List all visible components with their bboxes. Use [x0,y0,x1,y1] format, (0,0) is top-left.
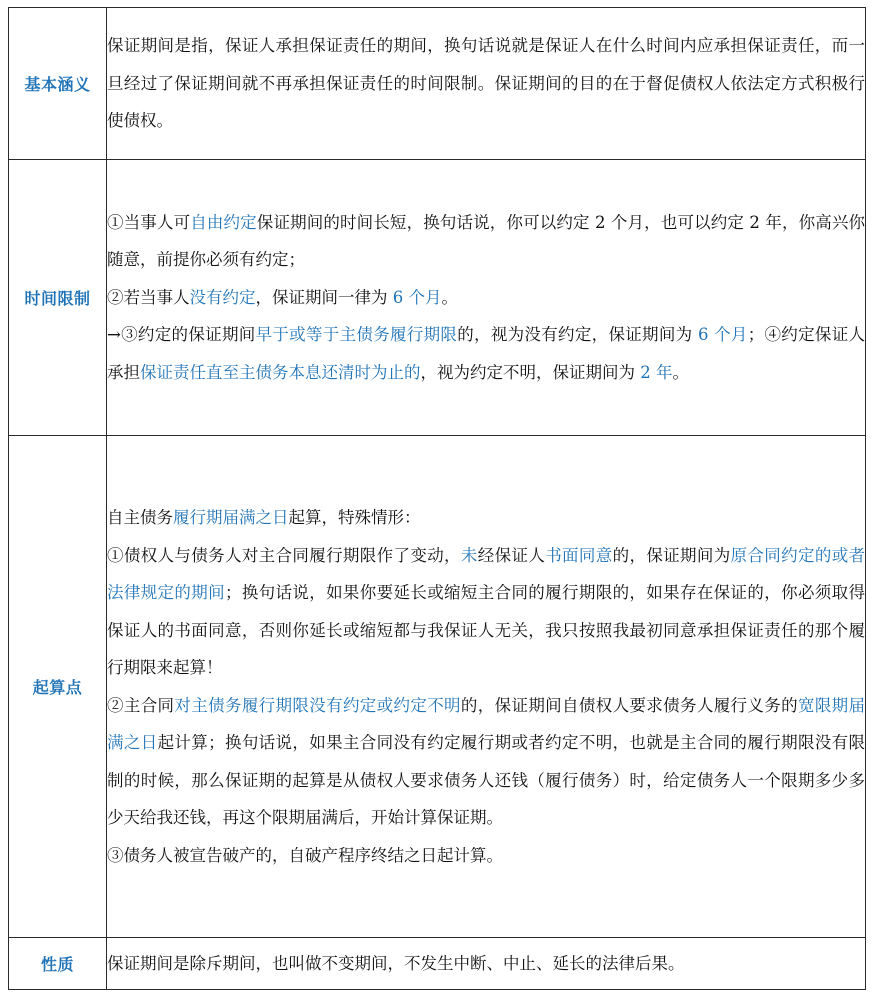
paragraph [107,316,865,391]
highlight-text: 没有约定 [189,287,256,307]
text-segment: 。 [441,287,458,307]
row-label-meaning: 基本涵义 [9,8,107,160]
row-label-time-limit: 时间限制 [9,160,107,436]
text-segment: 。 [672,362,689,382]
text-segment: ，视为约定不明，保证期间为 [420,362,641,382]
text-segment: 的，视为没有约定，保证期间为 [457,325,699,345]
text-segment: 起计算；换句话说，如果主合同没有约定履行期或者约定不明，也就是主合同的履行期限没有限制的时候，那么保证期的起算是从债权人要求债务人还钱（履行债务）时，给定债务人一个限期多少多少天给我还钱，再这个限期届满后，开始计算保证期。 [107,733,866,827]
table-row-nature [9,938,866,990]
highlight-text: 6 个月 [392,287,442,307]
paragraph [107,837,865,875]
highlight-text: 书面同意 [545,545,613,565]
highlight-text: 早于或等于主债务履行期限 [255,325,458,345]
row-label-start-point: 起算点 [9,436,107,938]
paragraph [107,537,865,687]
text-segment: ②主合同 [107,695,175,715]
table-row-start-point [9,436,866,938]
table-row-time-limit [9,160,866,436]
highlight-text: 原合同约定的或者法律规定的期间 [107,545,866,602]
guarantee-period-table [8,7,866,990]
highlight-text: 保证责任直至主债务本息还清时为止的 [140,362,421,382]
text-segment: ；换句话说，如果你要延长或缩短主合同的履行期限的，如果存在保证的，你必须取得保证人的书面同意，否则你延长或缩短都与我保证人无关，我只按照我最初同意承担保证责任的那个履行期限来起算！ [107,583,866,677]
paragraph [107,204,865,279]
text-segment: ③债务人被宣告破产的，自破产程序终结之日起计算。 [107,845,503,865]
text-segment: ，保证期间一律为 [255,287,393,307]
text-segment: 的，保证期间自债权人要求债务人履行义务的 [460,695,798,715]
paragraph [107,945,865,983]
table-row-meaning [9,8,866,160]
text-segment: ①债权人与债务人对主合同履行期限作了变动， [107,545,461,565]
row-label-nature: 性质 [9,938,107,990]
paragraph [107,687,865,837]
text-segment: 自主债务 [107,508,173,527]
text-segment: ①当事人可 [107,212,191,232]
text-segment: 的，保证期间为 [612,545,731,565]
text-segment: 经保证人 [477,545,546,565]
row-content-start-point [107,436,866,938]
highlight-text: 未 [460,545,478,565]
paragraph [107,27,865,140]
row-content-nature [107,938,866,990]
highlight-text: 2 年 [640,362,673,382]
row-content-meaning [107,8,866,160]
text-segment: →③约定的保证期间 [107,325,256,345]
text-segment: 保证期间是除斥期间，也叫做不变期间，不发生中断、中止、延长的法律后果。 [107,953,685,973]
highlight-text: 宽限期届满之日 [107,695,866,752]
row-content-time-limit [107,160,866,436]
text-segment: 保证期间的时间长短，换句话说，你可以约定 2 个月，也可以约定 2 年，你高兴你随意，前提你必须有约定； [107,212,866,270]
paragraph [107,279,865,317]
text-segment: 起算，特殊情形： [288,508,421,527]
highlight-text: 对主债务履行期限没有约定或约定不明 [174,695,461,715]
text-segment: 保证期间是指，保证人承担保证责任的期间，换句话说就是保证人在什么时间内应承担保证责任，而一旦经过了保证期间就不再承担保证责任的时间限制。保证期间的目的在于督促债权人依法定方式积极行使债权。 [107,36,865,131]
highlight-text: 自由约定 [190,212,257,232]
highlight-text: 6 个月 [698,325,748,345]
paragraph [107,499,865,537]
text-segment: ②若当事人 [107,287,190,307]
text-segment: ；④约定保证人承担 [107,325,866,382]
highlight-text: 履行期届满之日 [173,508,289,527]
